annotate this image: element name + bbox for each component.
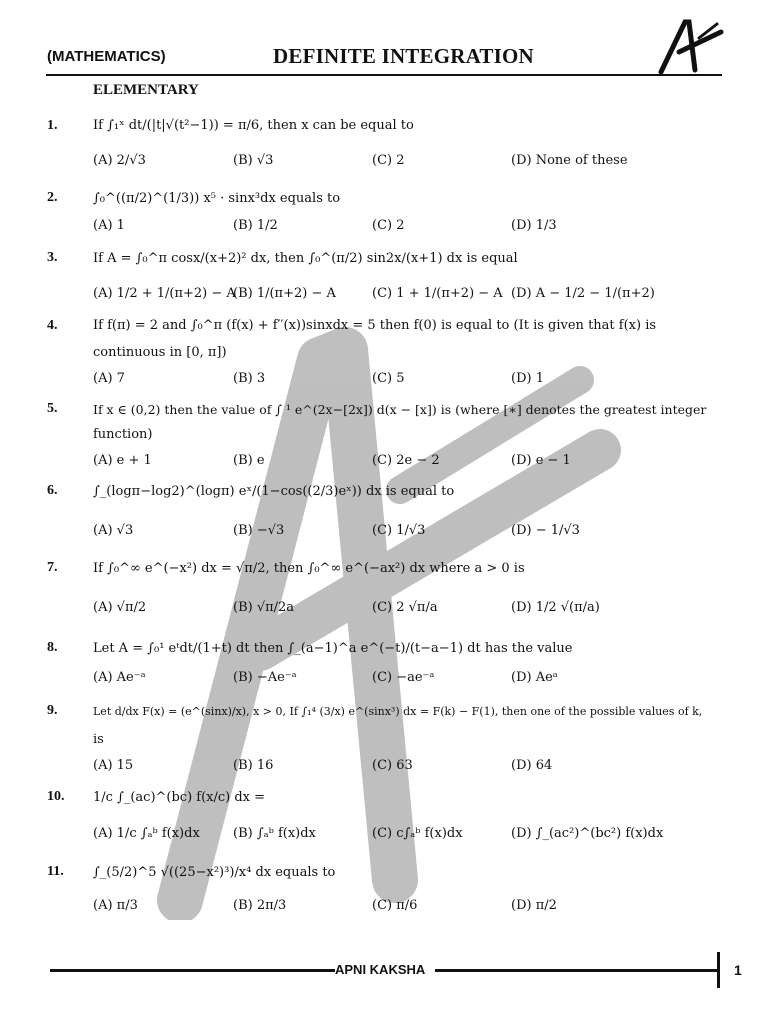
question-number: 1. — [47, 118, 58, 133]
option-a: (A) Ae⁻ᵃ — [93, 670, 146, 685]
option-d: (D) None of these — [511, 153, 628, 168]
option-d: (D) π/2 — [511, 898, 557, 913]
question-text: Let A = ∫₀¹ eᵗdt/(1+t) dt then ∫_(a−1)^a e^(−t)/(t−a−1) dt has the value — [93, 641, 573, 656]
option-b: (B) √3 — [233, 153, 274, 168]
option-d: (D) 64 — [511, 758, 553, 773]
option-b: (B) 1/(π+2) − A — [233, 286, 336, 301]
footer-rule-left — [50, 969, 335, 972]
option-c: (C) 1/√3 — [372, 523, 426, 538]
section-title: ELEMENTARY — [93, 82, 199, 98]
question-number: 8. — [47, 640, 58, 655]
option-a: (A) 1/2 + 1/(π+2) − A — [93, 286, 236, 301]
option-a: (A) 2/√3 — [93, 153, 146, 168]
question-number: 4. — [47, 318, 58, 333]
footer-brand: APNI KAKSHA — [335, 962, 426, 977]
option-d: (D) Aeᵃ — [511, 670, 558, 685]
question-number: 3. — [47, 250, 58, 265]
question-text-continued: continuous in [0, π]) — [93, 345, 227, 360]
page-number: 1 — [734, 962, 742, 978]
option-c: (C) c∫ₐᵇ f(x)dx — [372, 826, 463, 841]
question-number: 9. — [47, 703, 58, 718]
option-c: (C) −ae⁻ᵃ — [372, 670, 435, 685]
option-b: (B) ∫ₐᵇ f(x)dx — [233, 826, 316, 841]
question-text: If f(π) = 2 and ∫₀^π (f(x) + f′′(x))sinxdx = 5 then f(0) is equal to (It is given that f(x) is — [93, 318, 657, 333]
option-d: (D) ∫_(ac²)^(bc²) f(x)dx — [511, 826, 664, 841]
option-c: (C) 2 √π/a — [372, 600, 438, 615]
option-b: (B) e — [233, 453, 265, 468]
question-text: ∫₀^((π/2)^(1/3)) x⁵ · sinx³dx equals to — [93, 191, 341, 206]
question-text: If x ∈ (0,2) then the value of ∫ ¹ e^(2x−[2x]) d(x − [x]) is (where [∗] denotes the greatest integer — [93, 402, 707, 417]
question-text: Let d/dx F(x) = (e^(sinx)/x), x > 0, If ∫₁⁴ (3/x) e^(sinx³) dx = F(k) − F(1), then one of the possible values of k, — [93, 705, 703, 718]
footer-divider — [717, 952, 720, 988]
option-d: (D) 1/3 — [511, 218, 557, 233]
page-title: DEFINITE INTEGRATION — [273, 44, 534, 68]
option-a: (A) 15 — [93, 758, 134, 773]
option-a: (A) 1 — [93, 218, 125, 233]
footer-rule-right — [435, 969, 718, 972]
question-text-continued: function) — [93, 427, 153, 442]
option-d: (D) e − 1 — [511, 453, 571, 468]
question-number: 5. — [47, 401, 58, 416]
question-text-continued: is — [93, 732, 104, 747]
option-a: (A) √π/2 — [93, 600, 147, 615]
option-a: (A) 7 — [93, 371, 125, 386]
question-number: 2. — [47, 190, 58, 205]
option-c: (C) 63 — [372, 758, 413, 773]
header-rule — [46, 74, 722, 76]
option-a: (A) e + 1 — [93, 453, 152, 468]
option-c: (C) 2e − 2 — [372, 453, 440, 468]
option-d: (D) − 1/√3 — [511, 523, 580, 538]
option-b: (B) 16 — [233, 758, 274, 773]
question-text: ∫_(5/2)^5 √((25−x²)³)/x⁴ dx equals to — [93, 865, 336, 880]
option-b: (B) 3 — [233, 371, 266, 386]
question-number: 11. — [47, 864, 64, 879]
option-b: (B) −√3 — [233, 523, 285, 538]
option-c: (C) 2 — [372, 218, 405, 233]
option-a: (A) 1/c ∫ₐᵇ f(x)dx — [93, 826, 200, 841]
question-number: 6. — [47, 483, 58, 498]
option-b: (B) 1/2 — [233, 218, 278, 233]
question-text: 1/c ∫_(ac)^(bc) f(x/c) dx = — [93, 790, 266, 805]
option-c: (C) π/6 — [372, 898, 418, 913]
option-a: (A) π/3 — [93, 898, 138, 913]
question-text: If ∫₁ˣ dt/(|t|√(t²−1)) = π/6, then x can be equal to — [93, 118, 414, 133]
option-d: (D) 1 — [511, 371, 544, 386]
apni-kaksha-logo-icon — [655, 18, 725, 76]
question-text: ∫_(logπ−log2)^(logπ) eˣ/(1−cos((2/3)eˣ)) dx is equal to — [93, 484, 455, 499]
option-b: (B) 2π/3 — [233, 898, 287, 913]
question-text: If ∫₀^∞ e^(−x²) dx = √π/2, then ∫₀^∞ e^(−ax²) dx where a > 0 is — [93, 561, 525, 576]
option-a: (A) √3 — [93, 523, 134, 538]
option-c: (C) 2 — [372, 153, 405, 168]
option-c: (C) 5 — [372, 371, 405, 386]
option-c: (C) 1 + 1/(π+2) − A — [372, 286, 503, 301]
question-text: If A = ∫₀^π cosx/(x+2)² dx, then ∫₀^(π/2) sin2x/(x+1) dx is equal — [93, 251, 518, 266]
option-b: (B) −Ae⁻ᵃ — [233, 670, 297, 685]
option-d: (D) 1/2 √(π/a) — [511, 600, 600, 615]
option-d: (D) A − 1/2 − 1/(π+2) — [511, 286, 655, 301]
question-number: 10. — [47, 789, 65, 804]
question-number: 7. — [47, 560, 58, 575]
header-subject: (MATHEMATICS) — [47, 48, 166, 65]
option-b: (B) √π/2a — [233, 600, 295, 615]
